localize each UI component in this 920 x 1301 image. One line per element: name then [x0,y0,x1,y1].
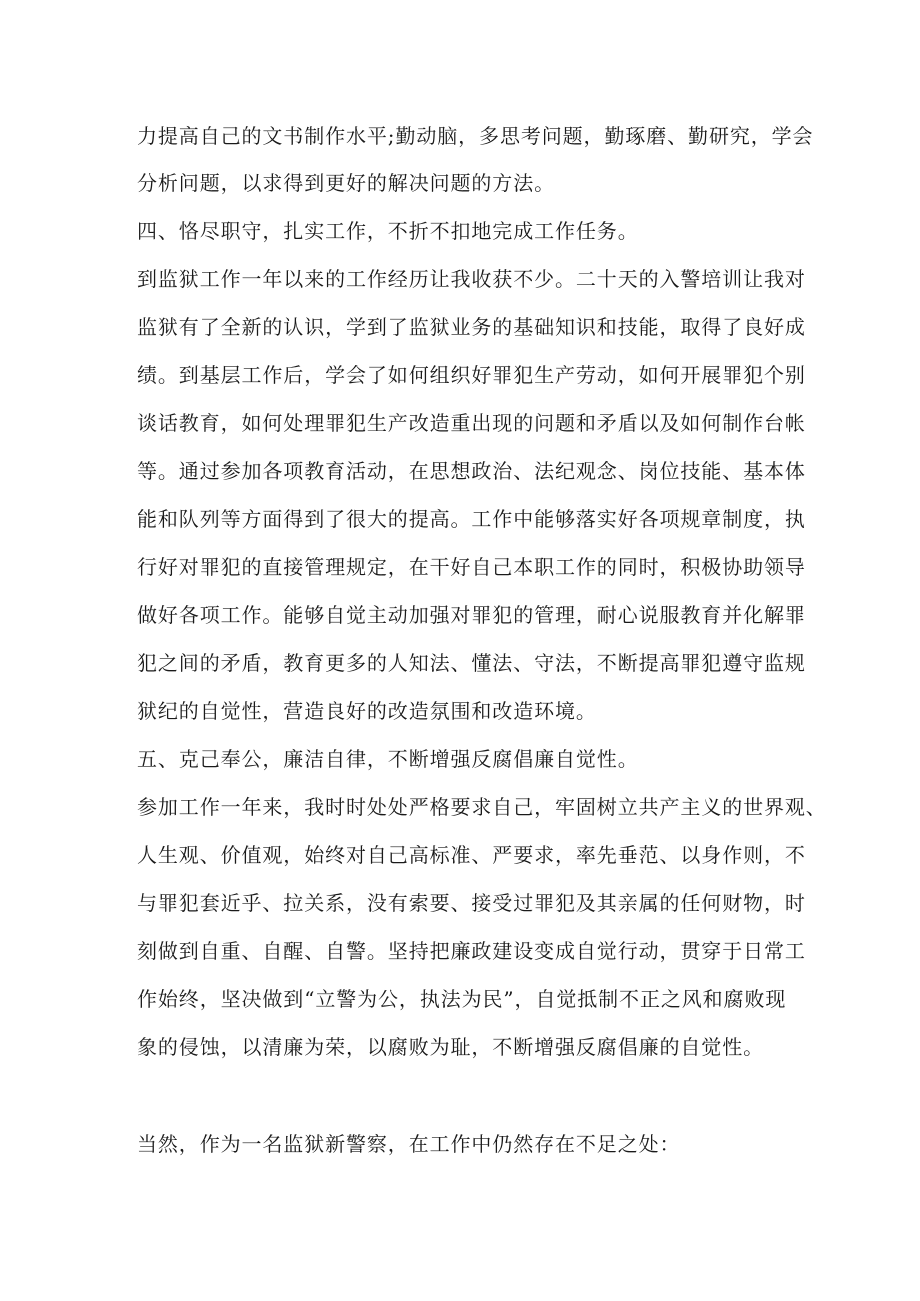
text-line-10: 行好对罪犯的直接管理规定，在干好自己本职工作的同时，积极协助领导 [137,555,806,579]
text-line-5: 监狱有了全新的认识，学到了监狱业务的基础知识和技能，取得了良好成 [137,315,806,339]
text-line-20: 象的侵蚀，以清廉为荣，以腐败为耻，不断增强反腐倡廉的自觉性。 [137,1035,764,1059]
text-line-4: 到监狱工作一年以来的工作经历让我收获不少。二十天的入警培训让我对 [137,267,806,291]
text-line-9: 能和队列等方面得到了很大的提高。工作中能够落实好各项规章制度，执 [137,507,806,531]
section-heading-5: 五、克己奉公，廉洁自律，不断增强反腐倡廉自觉性。 [137,747,639,771]
text-line-19: 作始终，坚决做到“立警为公，执法为民”，自觉抵制不正之风和腐败现 [137,987,787,1011]
text-line-7: 谈话教育，如何处理罪犯生产改造重出现的问题和矛盾以及如何制作台帐 [137,411,806,435]
section-heading-4: 四、恪尽职守，扎实工作，不折不扣地完成工作任务。 [137,219,639,243]
text-line-12: 犯之间的矛盾，教育更多的人知法、懂法、守法，不断提高罪犯遵守监规 [137,651,806,675]
text-line-11: 做好各项工作。能够自觉主动加强对罪犯的管理，耐心说服教育并化解罪 [137,603,806,627]
text-line-16: 人生观、价值观，始终对自己高标准、严要求，率先垂范、以身作则，不 [137,843,806,867]
text-line-15: 参加工作一年来，我时时处处严格要求自己，牢固树立共产主义的世界观、 [137,795,827,819]
text-line-2: 分析问题，以求得到更好的解决问题的方法。 [137,171,555,195]
text-line-1: 力提高自己的文书制作水平;勤动脑，多思考问题，勤琢磨、勤研究，学会 [137,124,814,148]
text-line-8: 等。通过参加各项教育活动，在思想政治、法纪观念、岗位技能、基本体 [137,459,806,483]
text-line-13: 狱纪的自觉性，营造良好的改造氛围和改造环境。 [137,699,597,723]
text-line-17: 与罪犯套近乎、拉关系，没有索要、接受过罪犯及其亲属的任何财物，时 [137,891,806,915]
text-line-18: 刻做到自重、自醒、自警。坚持把廉政建设变成自觉行动，贯穿于日常工 [137,939,806,963]
text-line-6: 绩。到基层工作后，学会了如何组织好罪犯生产劳动，如何开展罪犯个别 [137,363,806,387]
text-line-21: 当然，作为一名监狱新警察，在工作中仍然存在不足之处： [137,1132,681,1156]
